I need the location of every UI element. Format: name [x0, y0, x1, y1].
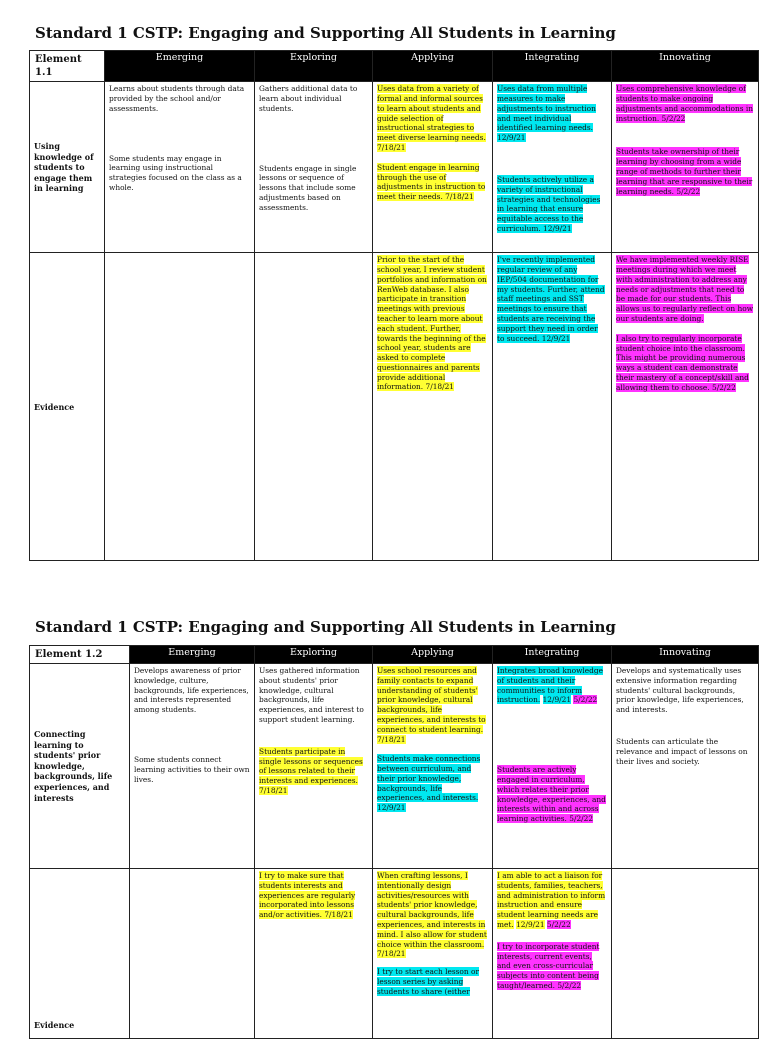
level-header-applying: Applying — [373, 51, 493, 82]
cell-applying — [373, 82, 493, 253]
descriptor-text: Develops and systematically uses extensive information regarding students' cultural backgrounds, prior knowledge, life experiences, and interests. — [616, 666, 744, 715]
evidence-text: I try to incorporate student interests, current events, and even cross-curricular subjects into content being taught/learned. 5/2/22 — [497, 941, 600, 990]
element-label: Element 1.1 — [30, 51, 105, 82]
highlighted-date: 5/2/22 — [573, 695, 598, 705]
descriptor-text: Some students may engage in learning using instructional strategies focused on the class as a whole. — [109, 153, 242, 192]
evidence-text: I also try to regularly incorporate student choice into the classroom. This might be providing numerous ways a student can demonstrate their mastery of a concept/skill and allowing them to choose. 5/2/22 — [616, 333, 749, 392]
highlighted-descriptor: Students participate in single lessons or sequences of lessons related to their interests and experiences. 7/18/21 — [259, 746, 363, 795]
evidence-emerging — [130, 869, 255, 1039]
level-header-emerging: Emerging — [130, 646, 255, 664]
level-header-integrating: Integrating — [493, 646, 612, 664]
row-label-descriptors: Using knowledge of students to engage them in learning — [30, 82, 105, 253]
highlighted-descriptor: Students are actively engaged in curriculum, which relates their prior knowledge, experiences, and interests within and across learning activities. 5/2/22 — [497, 765, 606, 824]
evidence-exploring — [255, 869, 373, 1039]
cell-innovating — [612, 82, 759, 253]
cell-exploring — [255, 664, 373, 869]
element-label: Element 1.2 — [30, 646, 130, 664]
row-label-evidence: Evidence — [30, 869, 130, 1039]
cell-applying — [373, 664, 493, 869]
cell-innovating — [612, 664, 759, 869]
row-label-evidence: Evidence — [30, 253, 105, 561]
descriptor-text: Learns about students through data provided by the school and/or assessments. — [109, 84, 245, 113]
highlighted-descriptor: Uses data from multiple measures to make adjustments to instruction and meet individual identified learning needs. 12/9/21 — [497, 84, 596, 143]
evidence-text: I've recently implemented regular review of any IEP/504 documentation for my students. Further, attend staff meetings and SST meetings to ensure that students are receiving the support they need in order to succeed. 12/9/21 — [497, 255, 605, 343]
page-title: Standard 1 CSTP: Engaging and Supporting All Students in Learning — [35, 618, 616, 636]
highlighted-date: 12/9/21 — [542, 695, 572, 705]
cell-emerging — [130, 664, 255, 869]
cell-integrating — [493, 664, 612, 869]
level-header-emerging: Emerging — [105, 51, 255, 82]
level-header-innovating: Innovating — [612, 51, 759, 82]
highlighted-descriptor: Students make connections between curriculum, and their prior knowledge, backgrounds, life experiences, and interests. 12/9/21 — [377, 754, 481, 813]
descriptor-text: Develops awareness of prior knowledge, culture, backgrounds, life experiences, and interests represented among students. — [134, 666, 249, 715]
evidence-text: We have implemented weekly RISE meetings during which we meet with administration to address any needs or adjustments that need to be made for our students. This allows us to regularly reflect on how our students are doing. — [616, 255, 754, 323]
evidence-applying — [373, 869, 493, 1039]
evidence-innovating — [612, 253, 759, 561]
highlighted-descriptor: Uses school resources and family contacts to expand understanding of students' prior knowledge, cultural backgrounds, life experiences, and interests to connect to student learning. 7/18/21 — [377, 666, 486, 744]
evidence-exploring — [255, 253, 373, 561]
cell-emerging — [105, 82, 255, 253]
cell-exploring — [255, 82, 373, 253]
level-header-exploring: Exploring — [255, 646, 373, 664]
highlighted-descriptor: Uses comprehensive knowledge of students to make ongoing adjustments and accommodations in instruction. 5/2/22 — [616, 84, 753, 123]
highlighted-descriptor: Uses data from a variety of formal and informal sources to learn about students and guide selection of instructional strategies to meet diverse learning needs. 7/18/21 — [377, 84, 486, 152]
evidence-integrating — [493, 869, 612, 1039]
standards-table-1-1 — [29, 50, 759, 561]
evidence-text: When crafting lessons, I intentionally design activities/resources with students' prior knowledge, cultural backgrounds, life experiences, and interests in mind. I also allow for student choice within the classroom. 7/18/21 — [377, 871, 487, 959]
row-label-descriptors: Connecting learning to students' prior knowledge, backgrounds, life experiences, and interests — [30, 664, 130, 869]
descriptor-text: Uses gathered information about students' prior knowledge, cultural backgrounds, life experiences, and interest to support student learning. — [259, 666, 364, 725]
evidence-text: I try to make sure that students interests and experiences are regularly incorporated into lessons and/or activities. 7/18/21 — [259, 871, 356, 920]
level-header-innovating: Innovating — [612, 646, 759, 664]
descriptor-text: Students engage in single lessons or sequence of lessons that include some adjustments based on assessments. — [259, 163, 357, 212]
evidence-integrating — [493, 253, 612, 561]
evidence-text: I am able to act a liaison for students, families, teachers, and administration to inform instruction and ensure student learning needs are met. — [497, 871, 606, 930]
evidence-text: I try to start each lesson or lesson series by asking students to share (either — [377, 967, 479, 996]
descriptor-text: Students can articulate the relevance and impact of lessons on their lives and society. — [616, 737, 748, 766]
highlighted-descriptor: Integrates broad knowledge of students and their communities to inform instruction. — [497, 666, 603, 705]
highlighted-descriptor: Students actively utilize a variety of instructional strategies and technologies in learning that ensure equitable access to the curriculum. 12/9/21 — [497, 174, 601, 233]
highlighted-descriptor: Students take ownership of their learning by choosing from a wide range of methods to further their learning that are responsive to their learning needs. 5/2/22 — [616, 147, 753, 196]
level-header-integrating: Integrating — [493, 51, 612, 82]
highlighted-descriptor: Student engage in learning through the use of adjustments in instruction to meet their needs. 7/18/21 — [377, 162, 486, 202]
evidence-date: 12/9/21 — [516, 920, 545, 930]
evidence-innovating — [612, 869, 759, 1039]
evidence-emerging — [105, 253, 255, 561]
cell-integrating — [493, 82, 612, 253]
evidence-text: Prior to the start of the school year, I review student portfolios and information on RenWeb database. I also participate in transition meetings with previous teacher to learn more about each student. Further, towards the beginning of the school year, students are asked to complete questionnaires and parents provide additional information. 7/18/21 — [377, 255, 487, 392]
descriptor-text: Some students connect learning activities to their own lives. — [134, 755, 250, 784]
page-title: Standard 1 CSTP: Engaging and Supporting All Students in Learning — [35, 24, 616, 42]
level-header-applying: Applying — [373, 646, 493, 664]
standards-table-1-2 — [29, 645, 759, 1039]
evidence-applying — [373, 253, 493, 561]
descriptor-text: Gathers additional data to learn about individual students. — [259, 84, 358, 113]
level-header-exploring: Exploring — [255, 51, 373, 82]
evidence-date: 5/2/22 — [546, 920, 571, 930]
